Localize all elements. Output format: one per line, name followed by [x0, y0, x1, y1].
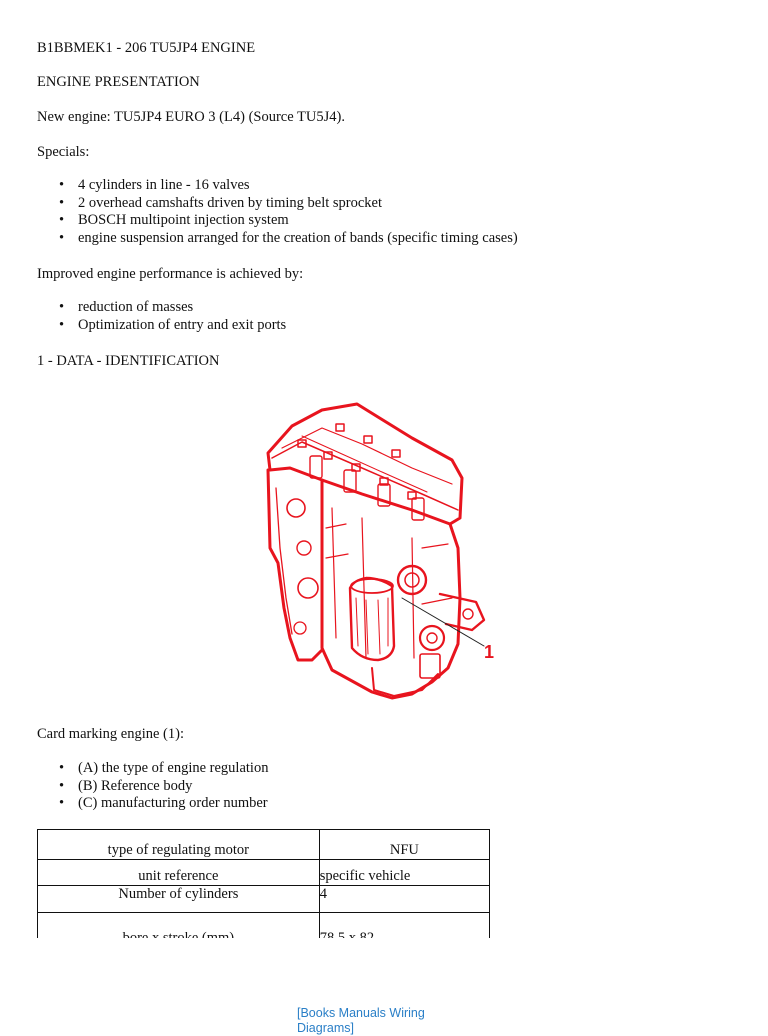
document-heading: B1BBMEK1 - 206 TU5JP4 ENGINE	[37, 40, 256, 56]
table-cell: specific vehicle	[319, 860, 489, 886]
engine-data-table	[37, 829, 490, 948]
specials-list	[37, 177, 518, 247]
books-manuals-link-continued[interactable]: Diagrams]	[297, 1021, 354, 1035]
table-cell: unit reference	[38, 860, 320, 886]
table-row	[38, 886, 490, 913]
card-items-list	[37, 760, 268, 813]
list-item: • (A) the type of engine regulation	[37, 760, 268, 778]
intro-paragraph: New engine: TU5JP4 EURO 3 (L4) (Source TU5J4).	[37, 109, 345, 125]
table-cell: type of regulating motor	[38, 830, 320, 860]
table-row	[38, 860, 490, 886]
specials-label: Specials:	[37, 144, 90, 160]
engine-drawing	[262, 398, 498, 703]
list-item: • reduction of masses	[37, 299, 286, 317]
improvements-list	[37, 299, 286, 334]
list-item: • 2 overhead camshafts driven by timing belt sprocket	[37, 195, 518, 213]
list-item: • Optimization of entry and exit ports	[37, 317, 286, 335]
list-item: • 4 cylinders in line - 16 valves	[37, 177, 518, 195]
improved-label: Improved engine performance is achieved by:	[37, 266, 304, 282]
list-item: • BOSCH multipoint injection system	[37, 212, 518, 230]
section-title: ENGINE PRESENTATION	[37, 74, 200, 90]
list-item: • engine suspension arranged for the creation of bands (specific timing cases)	[37, 230, 518, 248]
books-manuals-link[interactable]: [Books Manuals Wiring	[297, 1006, 425, 1020]
table-cell: NFU	[319, 830, 489, 860]
list-item: • (B) Reference body	[37, 778, 268, 796]
table-cell: 4	[319, 886, 489, 913]
list-item: • (C) manufacturing order number	[37, 795, 268, 813]
card-label: Card marking engine (1):	[37, 726, 184, 742]
table-cell: Number of cylinders	[38, 886, 320, 913]
data-section-title: 1 - DATA - IDENTIFICATION	[37, 353, 220, 369]
table-row	[38, 830, 490, 860]
figure-callout: 1	[484, 642, 495, 662]
